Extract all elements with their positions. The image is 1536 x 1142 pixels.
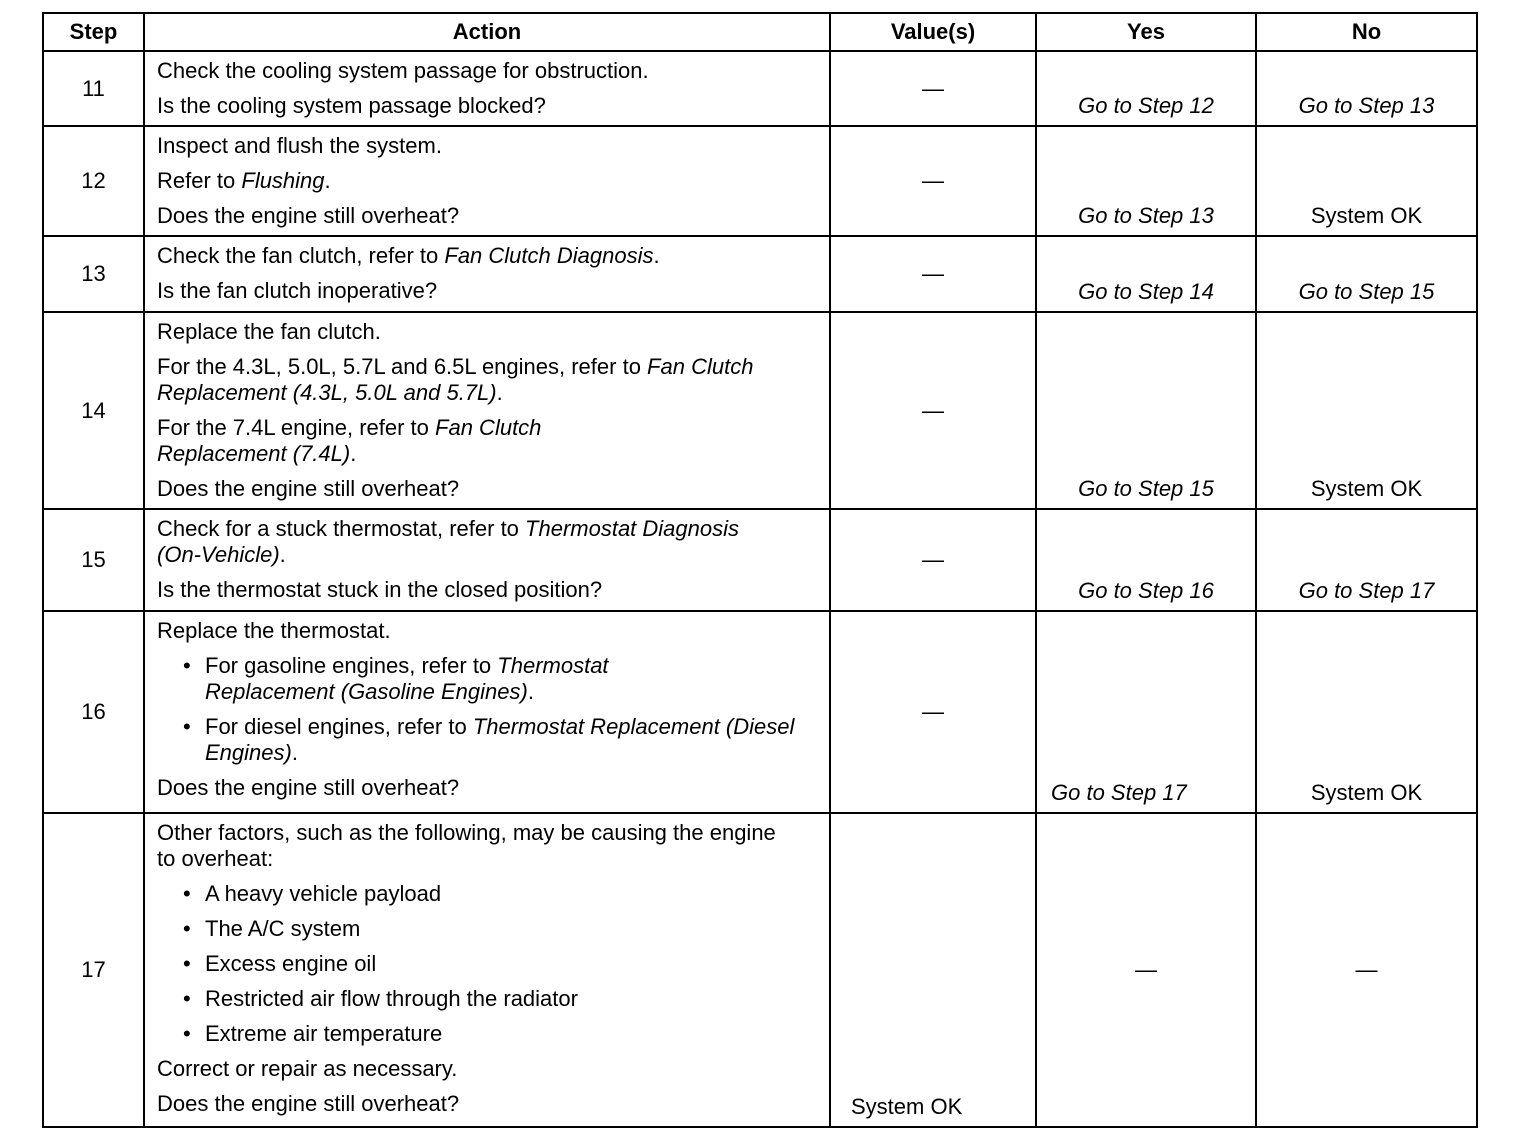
yes-cell: Go to Step 12 — [1036, 51, 1256, 126]
yes-cell: Go to Step 13 — [1036, 126, 1256, 236]
step-number: 15 — [43, 509, 144, 611]
table-row — [43, 312, 1477, 509]
action-cell — [144, 51, 830, 126]
reference-link: Thermostat Replacement (Gasoline Engines) — [205, 653, 609, 704]
no-cell: — — [1256, 813, 1477, 1127]
header-no: No — [1256, 13, 1477, 51]
diagnostic-table — [42, 12, 1478, 1128]
action-line: Refer to Flushing. — [157, 168, 331, 193]
header-row — [43, 13, 1477, 51]
yes-cell: — — [1036, 813, 1256, 1127]
reference-link: Fan Clutch Replacement (4.3L, 5.0L and 5.7L) — [157, 354, 754, 405]
reference-link: Thermostat Replacement (Diesel Engines) — [205, 714, 795, 765]
no-cell: Go to Step 17 — [1256, 509, 1477, 611]
action-line: Replace the thermostat. — [157, 618, 391, 643]
reference-link: Thermostat Diagnosis (On-Vehicle) — [157, 516, 740, 567]
value-cell — [830, 813, 1036, 1127]
yes-cell: Go to Step 15 — [1036, 312, 1256, 509]
no-cell: Go to Step 15 — [1256, 236, 1477, 312]
no-cell: System OK — [1256, 611, 1477, 813]
reference-link: Fan Clutch Replacement (7.4L) — [157, 415, 542, 466]
table-row — [43, 611, 1477, 813]
action-cell — [144, 509, 830, 611]
bullet-icon: • — [183, 916, 191, 941]
header-step: Step — [43, 13, 144, 51]
action-line: Does the engine still overheat? — [157, 1091, 460, 1116]
action-line: Replace the fan clutch. — [157, 319, 381, 344]
yes-cell: Go to Step 16 — [1036, 509, 1256, 611]
list-item: • A heavy vehicle payload — [183, 881, 442, 906]
action-line: Is the thermostat stuck in the closed position? — [157, 577, 603, 602]
header-action: Action — [144, 13, 830, 51]
action-line: Does the engine still overheat? — [157, 476, 460, 501]
list-item: • For diesel engines, refer to Thermostat Replacement (Diesel Engines). — [183, 714, 795, 765]
reference-link: Flushing — [241, 168, 325, 193]
step-number: 17 — [43, 813, 144, 1127]
bullet-icon: • — [183, 1021, 191, 1046]
list-item: • Extreme air temperature — [183, 1021, 443, 1046]
action-line: Check for a stuck thermostat, refer to Thermostat Diagnosis (On-Vehicle). — [157, 516, 740, 567]
action-line: For the 7.4L engine, refer to Fan Clutch Replacement (7.4L). — [157, 415, 542, 466]
table-row — [43, 236, 1477, 312]
step-number: 14 — [43, 312, 144, 509]
action-line: Check the fan clutch, refer to Fan Clutch Diagnosis. — [157, 243, 660, 268]
bullet-icon: • — [183, 951, 191, 976]
action-cell — [144, 236, 830, 312]
no-cell: System OK — [1256, 312, 1477, 509]
header-values: Value(s) — [830, 13, 1036, 51]
action-cell — [144, 312, 830, 509]
value-cell: — — [830, 236, 1036, 312]
table-row — [43, 51, 1477, 126]
list-item: • Excess engine oil — [183, 951, 377, 976]
action-line: Does the engine still overheat? — [157, 203, 460, 228]
no-cell: System OK — [1256, 126, 1477, 236]
bullet-icon: • — [183, 714, 191, 739]
list-item: • The A/C system — [183, 916, 361, 941]
value-cell: — — [830, 509, 1036, 611]
no-cell: Go to Step 13 — [1256, 51, 1477, 126]
value-cell: — — [830, 312, 1036, 509]
action-line: For the 4.3L, 5.0L, 5.7L and 6.5L engines, refer to Fan Clutch Replacement (4.3L, 5.0L and 5.7L). — [157, 354, 754, 405]
action-line: Is the cooling system passage blocked? — [157, 93, 546, 118]
header-yes: Yes — [1036, 13, 1256, 51]
bullet-icon: • — [183, 653, 191, 678]
table-row — [43, 813, 1477, 1127]
bullet-list — [157, 881, 819, 1047]
action-line: Is the fan clutch inoperative? — [157, 278, 438, 303]
yes-cell: Go to Step 14 — [1036, 236, 1256, 312]
action-cell — [144, 813, 830, 1127]
action-line: Does the engine still overheat? — [157, 775, 460, 800]
value-cell: — — [830, 611, 1036, 813]
list-item: • For gasoline engines, refer to Thermostat Replacement (Gasoline Engines). — [183, 653, 609, 704]
step-number: 16 — [43, 611, 144, 813]
action-cell — [144, 126, 830, 236]
table-row — [43, 509, 1477, 611]
bullet-list — [157, 653, 819, 766]
action-line: Correct or repair as necessary. — [157, 1056, 458, 1081]
action-line: Inspect and flush the system. — [157, 133, 442, 158]
action-cell — [144, 611, 830, 813]
action-line: Other factors, such as the following, may be causing the engine to overheat: — [157, 820, 776, 871]
reference-link: Fan Clutch Diagnosis — [444, 243, 654, 268]
bullet-icon: • — [183, 986, 191, 1011]
step-number: 13 — [43, 236, 144, 312]
value-cell: — — [830, 126, 1036, 236]
value-text: System OK — [851, 1094, 963, 1119]
step-number: 12 — [43, 126, 144, 236]
action-line: Check the cooling system passage for obstruction. — [157, 58, 649, 83]
step-number: 11 — [43, 51, 144, 126]
list-item: • Restricted air flow through the radiator — [183, 986, 578, 1011]
value-cell: — — [830, 51, 1036, 126]
table-row — [43, 126, 1477, 236]
bullet-icon: • — [183, 881, 191, 906]
yes-cell: Go to Step 17 — [1036, 611, 1256, 813]
